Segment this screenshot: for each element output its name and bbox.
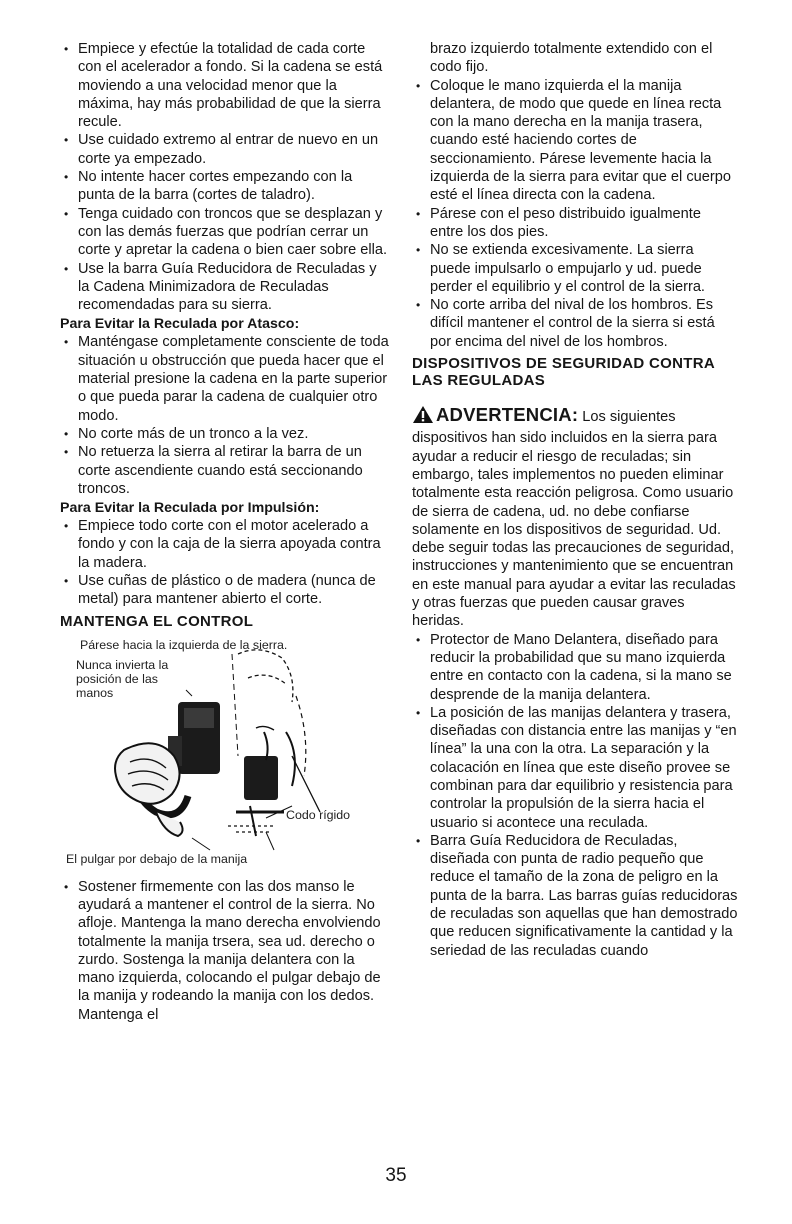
list-item: • Use cuñas de plástico o de madera (nunca de metal) para mantener abierto el corte.: [60, 572, 390, 609]
list-item: • Protector de Mano Delantera, diseñado para reducir la probabilidad que su mano izquierda entre en contacto con la cadena, si la mano se desprende de la manija delantera.: [412, 631, 738, 704]
warning-triangle-icon: [412, 405, 434, 429]
right-column: [412, 40, 738, 960]
list-item: • Empiece todo corte con el motor acelerado a fondo y con la caja de la sierra apoyada contra la madera.: [60, 517, 390, 572]
subheading-rotational-kickback: Para Evitar la Reculada por Impulsión:: [60, 500, 320, 517]
figure-caption-thumb: El pulgar por debajo de la manija: [66, 851, 248, 866]
list-item: • No retuerza la sierra al retirar la barra de un corte ascendiente cuando está seccionando troncos.: [60, 443, 390, 498]
bullet-list-pinch: [60, 333, 390, 498]
bullet-list-control: [60, 878, 390, 1024]
warning-text: Los siguientes dispositivos han sido incluidos en la sierra para ayudar a reducir el riesgo de reculadas; sin embargo, tales implementos no pueden eliminar totalmente esta reacción peligrosa. Como usuario de sierra de cadena, ud. no debe confiarse solamente en los dispositivos de seguridad. Ud. debe seguir todas las precauciones de seguridad, instrucciones y mantenimiento que se encuentran en este manual para ayudar a evitar las reculadas y otras fuerzas que pueden causar graves heridas.: [412, 409, 736, 630]
list-item: • Manténgase completamente consciente de toda situación u obstrucción que pueda hacer que el material presione la cadena en la parte superior o que pueda parar la cadena de cualquier otro modo.: [60, 333, 390, 424]
list-item: • Use cuidado extremo al entrar de nuevo en un corte ya empezado.: [60, 131, 390, 168]
bullet-list-cutting: [60, 40, 390, 314]
warning-label: ADVERTENCIA:: [436, 404, 579, 426]
section-heading-control: MANTENGA EL CONTROL: [60, 612, 254, 630]
list-item: • No se extienda excesivamente. La sierra puede impulsarlo o empujarlo y ud. puede perder el equilibrio y el control de la sierra.: [412, 241, 738, 296]
bullet-list-devices: [412, 631, 738, 960]
bullet-list-stance: [412, 77, 738, 351]
list-item: • Párese con el peso distribuido igualmente entre los dos pies.: [412, 205, 738, 242]
list-item: • Sostener firmemente con las dos manso le ayudará a mantener el control de la sierra. No afloje. Mantenga la mano derecha envolviendo totalmente la manija trsera, sea ud. derecho o zurdo. Sostenga la manija delantera con la mano izquierda, colocando el pulgar debajo de la manija y rodeando la manija con los dedos. Mantenga el: [60, 878, 390, 1024]
bullet-list-rotational: [60, 517, 390, 608]
warning-paragraph: [412, 405, 738, 631]
list-item: • No intente hacer cortes empezando con la punta de la barra (cortes de taladro).: [60, 168, 390, 205]
chainsaw-grip-illustration: [60, 636, 390, 872]
subheading-pinch-kickback: Para Evitar la Reculada por Atasco:: [60, 316, 300, 333]
list-item: • Empiece y efectúe la totalidad de cada corte con el acelerador a fondo. Si la cadena se está moviendo a una velocidad menor que la máxima, hay más probabilidad de que la sierra recule.: [60, 40, 390, 131]
continued-text: brazo izquierdo totalmente extendido con el codo fijo.: [430, 41, 713, 76]
list-item: • No corte más de un tronco a la vez.: [60, 425, 390, 443]
figure-caption-hands: Nunca invierta la posición de las manos: [76, 657, 169, 700]
section-heading-safety-devices: DISPOSITIVOS DE SEGURIDAD CONTRA LAS REGULADAS: [412, 355, 715, 390]
left-column: [60, 40, 390, 1024]
list-item: • Barra Guía Reducidora de Reculadas, diseñada con punta de radio pequeño que reduce el tamaño de la zona de peligro en la punta de la barra. Las barras guías reducidoras de reculadas son aquellas que han demostrado que reducen significativamente la cantidad y la seriedad de las reculadas cuando: [412, 832, 738, 960]
list-item: • Coloque le mano izquierda el la manija delantera, de modo que quede en línea recta con la mano derecha en la manija trasera, cuando esté haciendo cortes de seccionamiento. Párese levemente hacia la izquierda de la sierra para evitar que el cuerpo esté el línea directa con la cadena.: [412, 77, 738, 205]
list-item: • Use la barra Guía Reducidora de Reculadas y la Cadena Minimizadora de Reculadas recomendadas para su sierra.: [60, 260, 390, 315]
list-item: • Tenga cuidado con troncos que se desplazan y con las demás fuerzas que podrían cerrar un corte y apretar la cadena o bien caer sobre ella.: [60, 205, 390, 260]
page-number: 35: [385, 1165, 407, 1186]
hand-position-figure: [60, 636, 390, 872]
figure-caption-elbow: Codo rígido: [286, 807, 351, 822]
list-item: • La posición de las manijas delantera y trasera, diseñadas con distancia entre las manijas y “en línea” la una con la otra. La separación y la colacación en línea que este diseño provee se combinan para dar equilibrio y resistencia para controlar la propulsión de la sierra hacia el usuario si acontece una reculada.: [412, 704, 738, 832]
list-item: • No corte arriba del nival de los hombros. Es difícil mantener el control de la sierra si está por encima del nivel de los hombros.: [412, 296, 738, 351]
figure-caption-stand-left: Párese hacia la izquierda de la sierra.: [80, 637, 288, 652]
